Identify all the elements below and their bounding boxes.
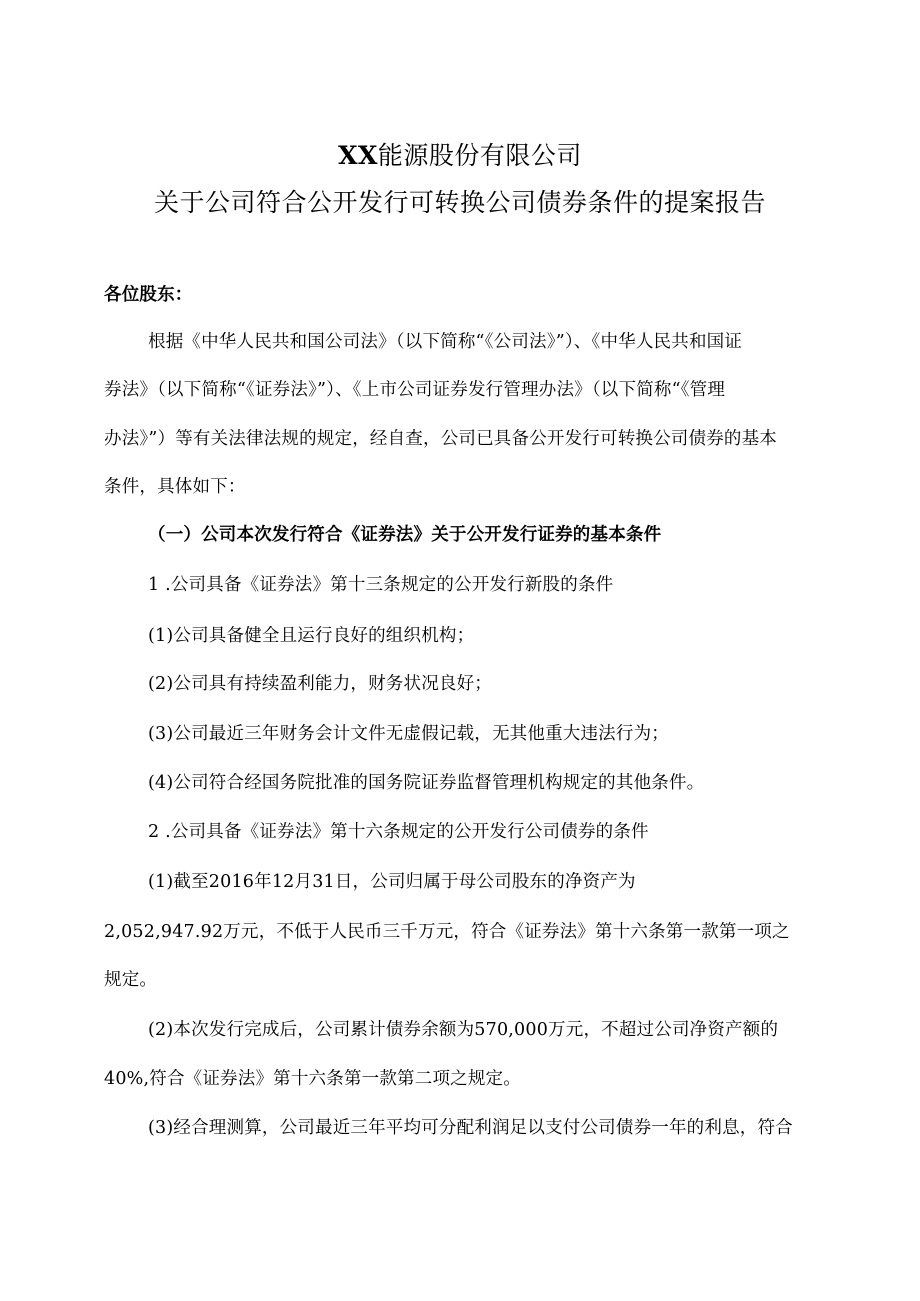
intro-line-3: 办法》”）等有关法律法规的规定，经自查，公司已具备公开发行可转换公司债券的基本 <box>104 429 777 449</box>
item2-heading: 2 .公司具备《证券法》第十六条规定的公开发行公司债券的条件 <box>148 822 649 842</box>
item1-point-3: (3)公司最近三年财务会计文件无虚假记载，无其他重大违法行为； <box>148 724 669 744</box>
item2-p3-line-1: (3)经合理测算，公司最近三年平均可分配利润足以支付公司债券一年的利息，符合 <box>148 1118 793 1138</box>
intro-line-4: 条件，具体如下： <box>104 477 246 497</box>
intro-line-1: 根据《中华人民共和国公司法》（以下简称“《公司法》”）、《中华人民共和国证 <box>148 332 743 352</box>
item2-p2-line-2: 40%,符合《证券法》第十六条第一款第二项之规定。 <box>104 1069 521 1089</box>
item2-p1-line-3: 规定。 <box>104 970 158 990</box>
company-title <box>0 136 920 172</box>
item1-point-2: (2)公司具有持续盈利能力，财务状况良好； <box>148 674 492 694</box>
section-heading: （一）公司本次发行符合《证券法》关于公开发行证券的基本条件 <box>148 525 662 545</box>
company-name-rest: 能源股份有限公司 <box>377 141 582 170</box>
item1-point-1: (1)公司具备健全且运行良好的组织机构； <box>148 626 475 646</box>
intro-line-2: 券法》（以下简称“《证券法》”）、《上市公司证券发行管理办法》（以下简称“《管理 <box>104 380 726 400</box>
item2-p2-line-1: (2)本次发行完成后，公司累计债券余额为570,000万元，不超过公司净资产额的 <box>148 1020 779 1040</box>
item1-heading: 1 .公司具备《证券法》第十三条规定的公开发行新股的条件 <box>148 575 614 595</box>
item2-p1-line-2: 2,052,947.92万元，不低于人民币三千万元，符合《证券法》第十六条第一款第一项之 <box>104 922 790 942</box>
company-prefix: XX <box>338 141 378 170</box>
report-subtitle: 关于公司符合公开发行可转换公司债券条件的提案报告 <box>153 188 766 217</box>
item2-p1-line-1: (1)截至2016年12月31日，公司归属于母公司股东的净资产为 <box>148 872 636 892</box>
item1-point-4: (4)公司符合经国务院批准的国务院证券监督管理机构规定的其他条件。 <box>148 773 705 793</box>
greeting: 各位股东： <box>104 285 193 305</box>
